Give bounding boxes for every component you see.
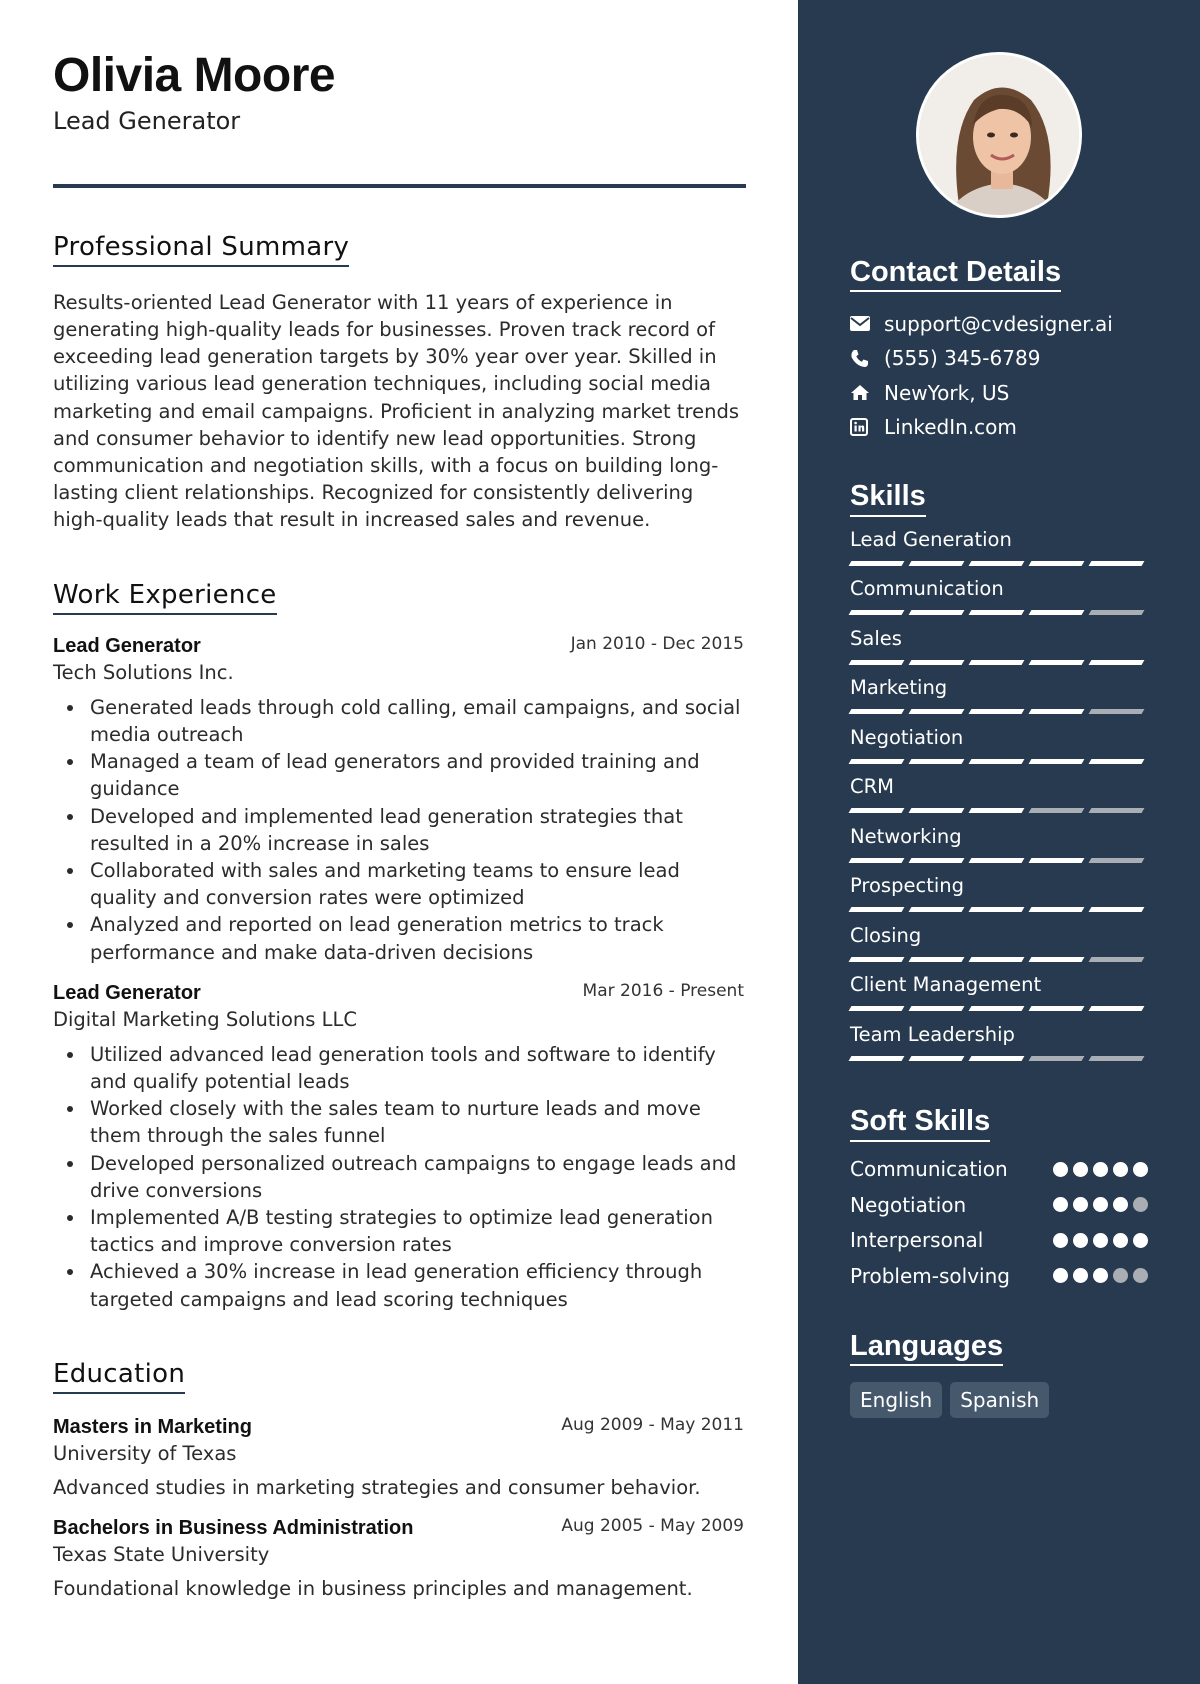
skill-level-segment xyxy=(1029,858,1085,863)
bullet-dot-icon xyxy=(67,1052,73,1058)
skill-level-segment xyxy=(969,610,1025,615)
skill-name: Marketing xyxy=(850,676,948,700)
bullet-dot-icon xyxy=(67,1106,73,1112)
job-bullet-text: Utilized advanced lead generation tools and software to identify and qualify potential leads xyxy=(90,1042,716,1094)
skill-item xyxy=(850,824,1148,874)
job-bullet xyxy=(53,694,744,748)
skill-level-segment xyxy=(1089,610,1145,615)
soft-skill-rating xyxy=(1053,1233,1148,1248)
soft-skill-rating xyxy=(1053,1162,1148,1177)
skill-level-segment xyxy=(909,759,965,764)
skill-level-segment xyxy=(969,907,1025,912)
skill-item xyxy=(850,774,1148,824)
contact-email-text: support@cvdesigner.ai xyxy=(884,311,1113,336)
job-company: Digital Marketing Solutions LLC xyxy=(53,1007,357,1031)
profile-photo xyxy=(916,52,1082,218)
rating-dot xyxy=(1113,1268,1128,1283)
bullet-dot-icon xyxy=(67,814,73,820)
job-role: Lead Generator xyxy=(53,634,201,657)
skill-level-segment xyxy=(909,709,965,714)
rating-dot xyxy=(1133,1162,1148,1177)
skill-level-segment xyxy=(969,858,1025,863)
education-school: University of Texas xyxy=(53,1442,237,1466)
languages-section xyxy=(850,1330,1148,1418)
skill-level-bar xyxy=(850,907,1148,912)
job-bullet xyxy=(53,857,744,911)
skill-level-segment xyxy=(909,660,965,665)
skill-item xyxy=(850,873,1148,923)
skill-level-bar xyxy=(850,610,1148,615)
home-icon xyxy=(850,384,884,401)
summary-section xyxy=(53,232,744,534)
education-header xyxy=(53,1414,744,1440)
skill-level-bar xyxy=(850,759,1148,764)
job-bullet-text: Generated leads through cold calling, email campaigns, and social media outreach xyxy=(90,695,741,746)
rating-dot xyxy=(1093,1197,1108,1212)
job-bullet xyxy=(53,803,744,857)
bullet-dot-icon xyxy=(67,1215,73,1221)
contact-linkedin[interactable] xyxy=(850,410,1148,445)
skill-level-segment xyxy=(1089,907,1145,912)
soft-skill-name: Negotiation xyxy=(850,1192,967,1217)
rating-dot xyxy=(1093,1233,1108,1248)
education-entry xyxy=(53,1515,744,1602)
skills-section xyxy=(850,480,1148,1071)
skill-level-segment xyxy=(909,1056,965,1061)
skill-level-segment xyxy=(909,957,965,962)
summary-heading: Professional Summary xyxy=(53,232,349,267)
education-entry xyxy=(53,1414,744,1501)
rating-dot xyxy=(1093,1268,1108,1283)
skill-level-bar xyxy=(850,808,1148,813)
job-bullets xyxy=(53,694,744,966)
job-list xyxy=(53,633,744,1313)
skill-name: Lead Generation xyxy=(850,527,1012,551)
education-description: Advanced studies in marketing strategies and consumer behavior. xyxy=(53,1476,701,1500)
skill-level-bar xyxy=(850,957,1148,962)
skill-level-segment xyxy=(969,759,1025,764)
rating-dot xyxy=(1073,1268,1088,1283)
education-date: Aug 2005 - May 2009 xyxy=(561,1516,744,1537)
job-header xyxy=(53,980,744,1006)
skill-level-segment xyxy=(1089,1056,1145,1061)
skill-level-segment xyxy=(909,610,965,615)
skill-level-segment xyxy=(969,1056,1025,1061)
rating-dot xyxy=(1113,1197,1128,1212)
job-bullet-text: Implemented A/B testing strategies to optimize lead generation tactics and improve conversion rates xyxy=(90,1206,713,1257)
skill-level-segment xyxy=(909,808,965,813)
skill-name: Communication xyxy=(850,577,1004,601)
soft-skill-item xyxy=(850,1152,1148,1188)
skill-level-segment xyxy=(1089,561,1145,566)
skill-list xyxy=(850,527,1148,1072)
education-degree: Masters in Marketing xyxy=(53,1416,252,1439)
skill-level-segment xyxy=(909,1006,965,1011)
skill-level-segment xyxy=(849,709,905,714)
education-degree: Bachelors in Business Administration xyxy=(53,1517,414,1540)
soft-skills-section xyxy=(850,1105,1148,1293)
skill-name: CRM xyxy=(850,775,894,799)
job-bullet-text: Analyzed and reported on lead generation metrics to track performance and make data-driven decisions xyxy=(90,913,664,964)
skill-level-bar xyxy=(850,1056,1148,1061)
job-entry xyxy=(53,980,744,1313)
skill-level-segment xyxy=(849,759,905,764)
skill-name: Client Management xyxy=(850,973,1042,997)
soft-skills-heading: Soft Skills xyxy=(850,1105,990,1141)
job-header xyxy=(53,633,744,659)
skill-level-segment xyxy=(909,561,965,566)
skill-level-segment xyxy=(849,858,905,863)
soft-skill-rating xyxy=(1053,1268,1148,1283)
skill-level-segment xyxy=(1029,759,1085,764)
contact-phone[interactable] xyxy=(850,341,1148,376)
skill-level-segment xyxy=(1089,759,1145,764)
skill-name: Networking xyxy=(850,824,962,848)
bullet-dot-icon xyxy=(67,868,73,874)
rating-dot xyxy=(1053,1268,1068,1283)
summary-text: Results-oriented Lead Generator with 11 years of experience in generating high-quality leads for businesses. Proven track record of exceeding lead generation targets by 30% year over year. Skilled in utilizing various lead generation techniques, including social media marketing and email campaigns. Proficient in analyzing market trends and consumer behavior to identify new lead opportunities. Strong communication and negotiation skills, with a focus on building long-lasting client relationships. Recognized for consistently delivering high-quality leads that result in increased sales and revenue. xyxy=(53,290,739,532)
languages-heading: Languages xyxy=(850,1330,1003,1366)
skills-heading: Skills xyxy=(850,480,926,516)
soft-skill-name: Interpersonal xyxy=(850,1228,984,1253)
skill-level-segment xyxy=(1089,660,1145,665)
job-bullet-text: Collaborated with sales and marketing teams to ensure lead quality and conversion rates were optimized xyxy=(90,859,680,910)
skill-level-bar xyxy=(850,1006,1148,1011)
skill-name: Sales xyxy=(850,626,902,650)
rating-dot xyxy=(1073,1197,1088,1212)
skill-level-segment xyxy=(909,858,965,863)
contact-location xyxy=(850,375,1148,410)
soft-skill-list xyxy=(850,1152,1148,1294)
skill-item xyxy=(850,725,1148,775)
skill-level-bar xyxy=(850,858,1148,863)
job-date: Jan 2010 - Dec 2015 xyxy=(570,633,744,654)
skill-name: Team Leadership xyxy=(850,1022,1015,1046)
language-chip: Spanish xyxy=(950,1382,1049,1418)
rating-dot xyxy=(1053,1162,1068,1177)
rating-dot xyxy=(1133,1197,1148,1212)
candidate-title: Lead Generator xyxy=(53,106,241,135)
rating-dot xyxy=(1073,1233,1088,1248)
sidebar xyxy=(798,0,1200,1684)
skill-level-segment xyxy=(1089,808,1145,813)
job-bullet xyxy=(53,1041,744,1095)
skill-level-segment xyxy=(969,660,1025,665)
experience-section xyxy=(53,580,744,1313)
skill-level-segment xyxy=(1029,561,1085,566)
skill-level-segment xyxy=(849,808,905,813)
skill-item xyxy=(850,675,1148,725)
skill-level-bar xyxy=(850,561,1148,566)
skill-level-segment xyxy=(1089,709,1145,714)
job-entry xyxy=(53,633,744,966)
bullet-dot-icon xyxy=(67,922,73,928)
skill-level-segment xyxy=(849,1006,905,1011)
skill-level-segment xyxy=(1089,957,1145,962)
skill-name: Negotiation xyxy=(850,725,964,749)
rating-dot xyxy=(1093,1162,1108,1177)
education-date: Aug 2009 - May 2011 xyxy=(561,1415,744,1436)
skill-level-segment xyxy=(849,1056,905,1061)
bullet-dot-icon xyxy=(67,759,73,765)
rating-dot xyxy=(1133,1268,1148,1283)
language-list xyxy=(850,1382,1148,1418)
soft-skill-item xyxy=(850,1258,1148,1294)
job-bullet xyxy=(53,1150,744,1204)
job-company: Tech Solutions Inc. xyxy=(53,660,234,684)
contact-location-text: NewYork, US xyxy=(884,380,1010,405)
job-bullet xyxy=(53,748,744,802)
candidate-name: Olivia Moore xyxy=(53,49,336,102)
skill-level-segment xyxy=(969,808,1025,813)
contact-heading: Contact Details xyxy=(850,256,1061,292)
language-chip: English xyxy=(850,1382,942,1418)
skill-level-segment xyxy=(1029,1006,1085,1011)
contact-phone-text: (555) 345-6789 xyxy=(884,346,1041,371)
skill-level-segment xyxy=(969,709,1025,714)
skill-level-segment xyxy=(1029,660,1085,665)
rating-dot xyxy=(1113,1162,1128,1177)
skill-item xyxy=(850,527,1148,577)
skill-level-segment xyxy=(1089,1006,1145,1011)
job-bullet-text: Worked closely with the sales team to nurture leads and move them through the sales funnel xyxy=(90,1097,701,1148)
skill-level-segment xyxy=(849,561,905,566)
bullet-dot-icon xyxy=(67,1161,73,1167)
skill-item xyxy=(850,576,1148,626)
soft-skill-rating xyxy=(1053,1197,1148,1212)
skill-level-segment xyxy=(969,957,1025,962)
education-school: Texas State University xyxy=(53,1543,270,1567)
header-divider xyxy=(53,184,746,188)
education-description: Foundational knowledge in business principles and management. xyxy=(53,1577,693,1601)
job-bullets xyxy=(53,1041,744,1313)
rating-dot xyxy=(1133,1233,1148,1248)
bullet-dot-icon xyxy=(67,705,73,711)
skill-level-segment xyxy=(849,907,905,912)
envelope-icon xyxy=(850,316,884,331)
skill-level-segment xyxy=(849,957,905,962)
rating-dot xyxy=(1053,1233,1068,1248)
skill-level-segment xyxy=(849,610,905,615)
job-date: Mar 2016 - Present xyxy=(582,980,744,1001)
rating-dot xyxy=(1053,1197,1068,1212)
soft-skill-item xyxy=(850,1187,1148,1223)
rating-dot xyxy=(1113,1233,1128,1248)
contact-linkedin-text: LinkedIn.com xyxy=(884,415,1017,440)
job-bullet xyxy=(53,1258,744,1312)
skill-level-segment xyxy=(1029,808,1085,813)
phone-icon xyxy=(850,349,884,368)
education-section xyxy=(53,1359,744,1602)
job-bullet xyxy=(53,1204,744,1258)
job-bullet-text: Achieved a 30% increase in lead generation efficiency through targeted campaigns and lead scoring techniques xyxy=(90,1260,703,1311)
contact-section xyxy=(850,256,1148,444)
skill-name: Closing xyxy=(850,923,922,947)
skill-level-segment xyxy=(849,660,905,665)
skill-level-segment xyxy=(1029,709,1085,714)
soft-skill-name: Communication xyxy=(850,1157,1008,1182)
skill-level-segment xyxy=(969,561,1025,566)
job-bullet xyxy=(53,911,744,965)
skill-level-segment xyxy=(1029,1056,1085,1061)
skill-level-bar xyxy=(850,660,1148,665)
job-bullet-text: Developed personalized outreach campaigns to engage leads and drive conversions xyxy=(90,1151,737,1202)
skill-level-segment xyxy=(1089,858,1145,863)
job-role: Lead Generator xyxy=(53,981,201,1004)
skill-item xyxy=(850,972,1148,1022)
job-bullet xyxy=(53,1095,744,1149)
skill-item xyxy=(850,1022,1148,1072)
skill-level-segment xyxy=(1029,957,1085,962)
skill-level-segment xyxy=(969,1006,1025,1011)
skill-item xyxy=(850,923,1148,973)
portrait-image xyxy=(919,55,1082,218)
skill-name: Prospecting xyxy=(850,874,964,898)
linkedin-icon xyxy=(850,418,884,436)
education-list xyxy=(53,1414,744,1602)
skill-level-segment xyxy=(909,907,965,912)
experience-heading: Work Experience xyxy=(53,580,277,615)
contact-email[interactable] xyxy=(850,306,1148,341)
job-bullet-text: Managed a team of lead generators and provided training and guidance xyxy=(90,750,700,801)
skill-level-bar xyxy=(850,709,1148,714)
soft-skill-item xyxy=(850,1223,1148,1259)
job-bullet-text: Developed and implemented lead generation strategies that resulted in a 20% increase in sales xyxy=(90,804,683,855)
soft-skill-name: Problem-solving xyxy=(850,1263,1010,1288)
education-header xyxy=(53,1515,744,1541)
education-heading: Education xyxy=(53,1359,185,1394)
bullet-dot-icon xyxy=(67,1269,73,1275)
rating-dot xyxy=(1073,1162,1088,1177)
skill-level-segment xyxy=(1029,907,1085,912)
skill-level-segment xyxy=(1029,610,1085,615)
skill-item xyxy=(850,626,1148,676)
